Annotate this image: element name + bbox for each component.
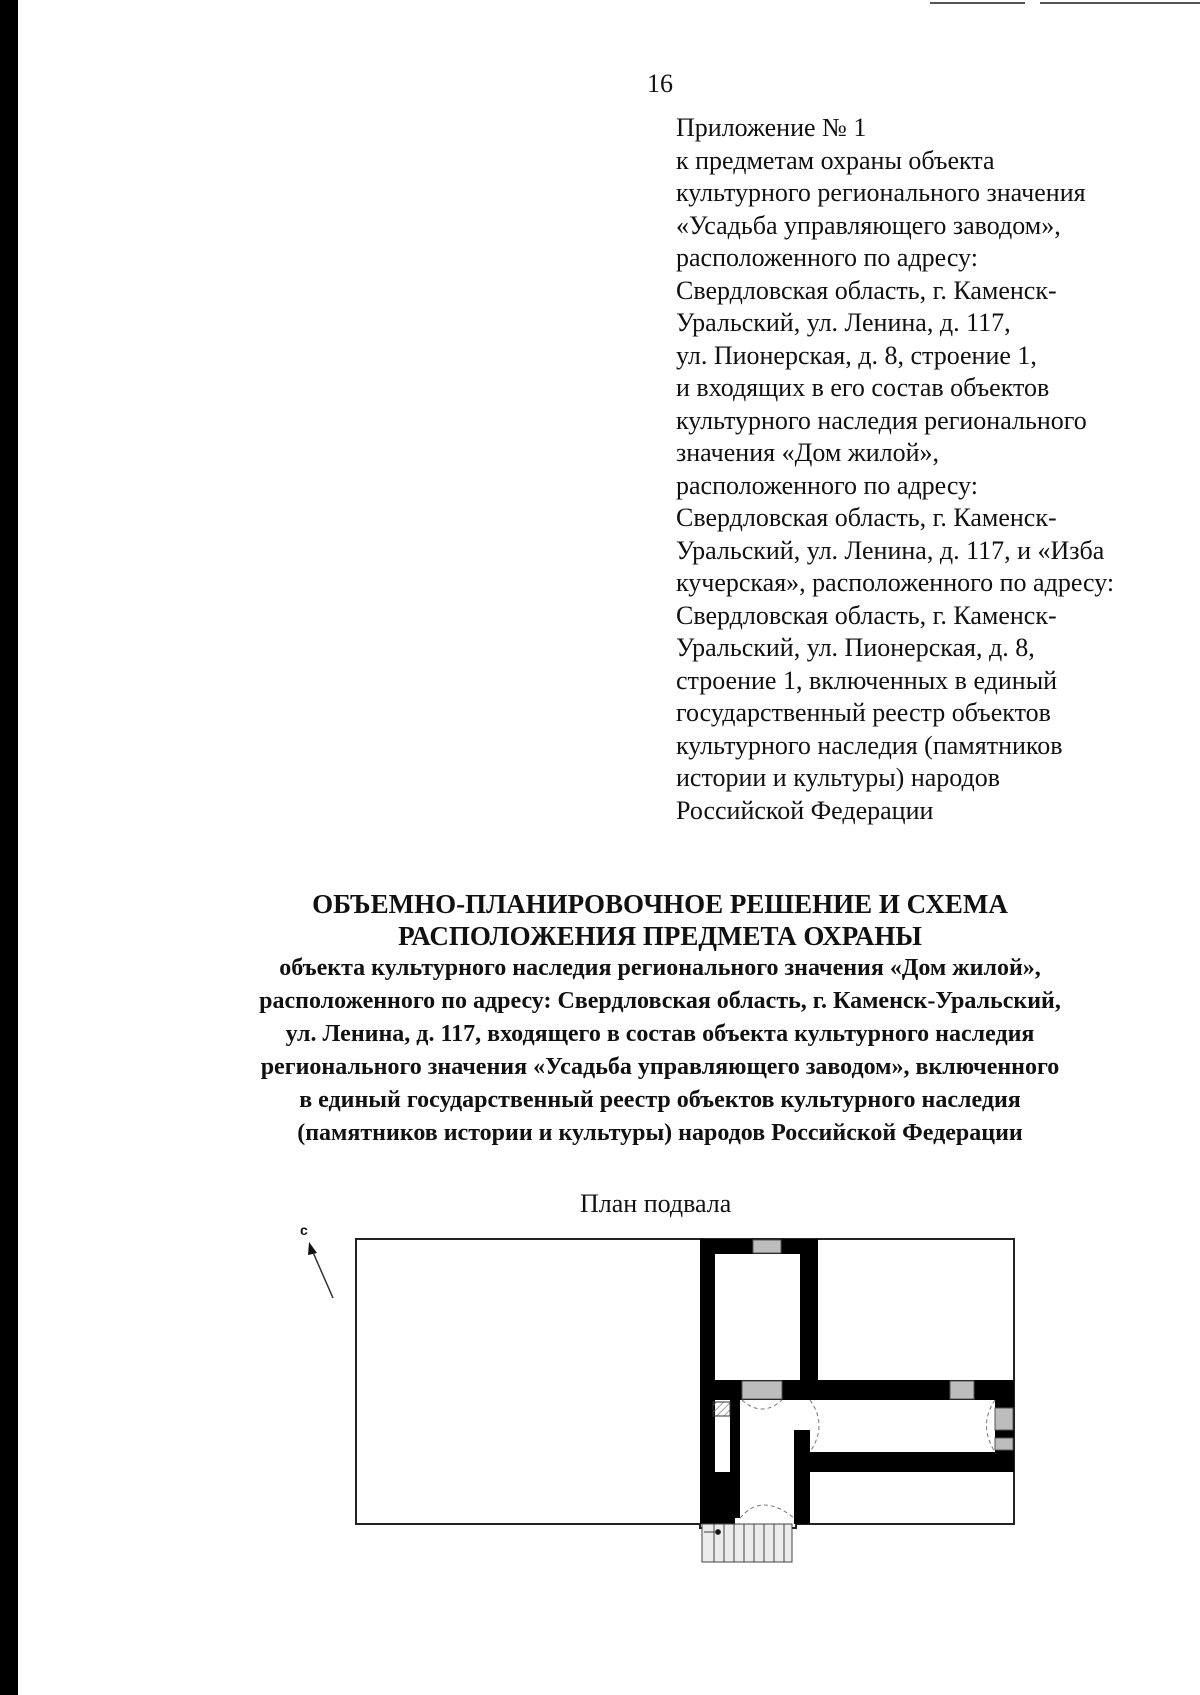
appendix-line: культурного наследия регионального [676, 405, 1087, 435]
appendix-line: расположенного по адресу: [676, 243, 978, 272]
appendix-line: истории и культуры) народов [676, 763, 1001, 792]
appendix-line: расположенного по адресу: [676, 470, 978, 500]
hatched-partition [713, 1402, 730, 1416]
appendix-line: Уральский, ул. Ленина, д. 117, и «Изба [676, 535, 1105, 565]
document-subtitle-line: ул. Ленина, д. 117, входящего в состав объекта культурного наследия [285, 1021, 1035, 1047]
appendix-line: к предметам охраны объекта [676, 145, 995, 175]
entrance-stair [702, 1524, 792, 1562]
appendix-line: Уральский, ул. Ленина, д. 117, [676, 308, 1011, 337]
north-arrow-icon [308, 1242, 333, 1298]
appendix-line: культурного регионального значения [676, 178, 1086, 207]
appendix-line: и входящих в его состав объектов [676, 373, 1050, 402]
appendix-line: культурного наследия (памятников [676, 730, 1063, 760]
document-title-line: РАСПОЛОЖЕНИЯ ПРЕДМЕТА ОХРАНЫ [398, 921, 922, 951]
top-rule-left [930, 2, 1025, 4]
page-number: 16 [647, 69, 673, 98]
appendix-line: «Усадьба управляющего заводом», [676, 210, 1061, 240]
document-subtitle-line: объекта культурного наследия регионального значения «Дом жилой», [279, 955, 1041, 981]
document-title-line: ОБЪЕМНО-ПЛАНИРОВОЧНОЕ РЕШЕНИЕ И СХЕМА [312, 889, 1008, 919]
top-rule-right [1040, 2, 1200, 4]
document-title-block [130, 888, 1190, 1150]
north-label: с [300, 1222, 308, 1238]
scan-edge-bar [0, 0, 18, 1695]
appendix-line: государственный реестр объектов [676, 698, 1051, 727]
plan-caption: План подвала [580, 1189, 732, 1218]
appendix-line: Свердловская область, г. Каменск- [676, 275, 1057, 305]
basement-floor-plan [290, 1220, 1020, 1570]
appendix-line: ул. Пионерская, д. 8, строение 1, [676, 340, 1037, 370]
appendix-line: Свердловская область, г. Каменск- [676, 503, 1057, 532]
appendix-line: Свердловская область, г. Каменск- [676, 600, 1057, 630]
document-subtitle-line: в единый государственный реестр объектов культурного наследия [299, 1087, 1021, 1113]
wall-openings [742, 1240, 1013, 1450]
document-subtitle-line: (памятников истории и культуры) народов Российской Федерации [297, 1120, 1023, 1146]
appendix-line: строение 1, включенных в единый [676, 665, 1058, 695]
appendix-block [676, 112, 1196, 827]
document-subtitle-line: расположенного по адресу: Свердловская область, г. Каменск-Уральский, [259, 988, 1061, 1014]
appendix-line: Российской Федерации [676, 795, 934, 825]
document-subtitle-line: регионального значения «Усадьба управляющего заводом», включенного [260, 1054, 1060, 1080]
appendix-line: Уральский, ул. Пионерская, д. 8, [676, 633, 1035, 662]
appendix-line: значения «Дом жилой», [676, 438, 940, 467]
appendix-line: Приложение № 1 [676, 113, 867, 142]
appendix-line: кучерская», расположенного по адресу: [676, 568, 1115, 597]
